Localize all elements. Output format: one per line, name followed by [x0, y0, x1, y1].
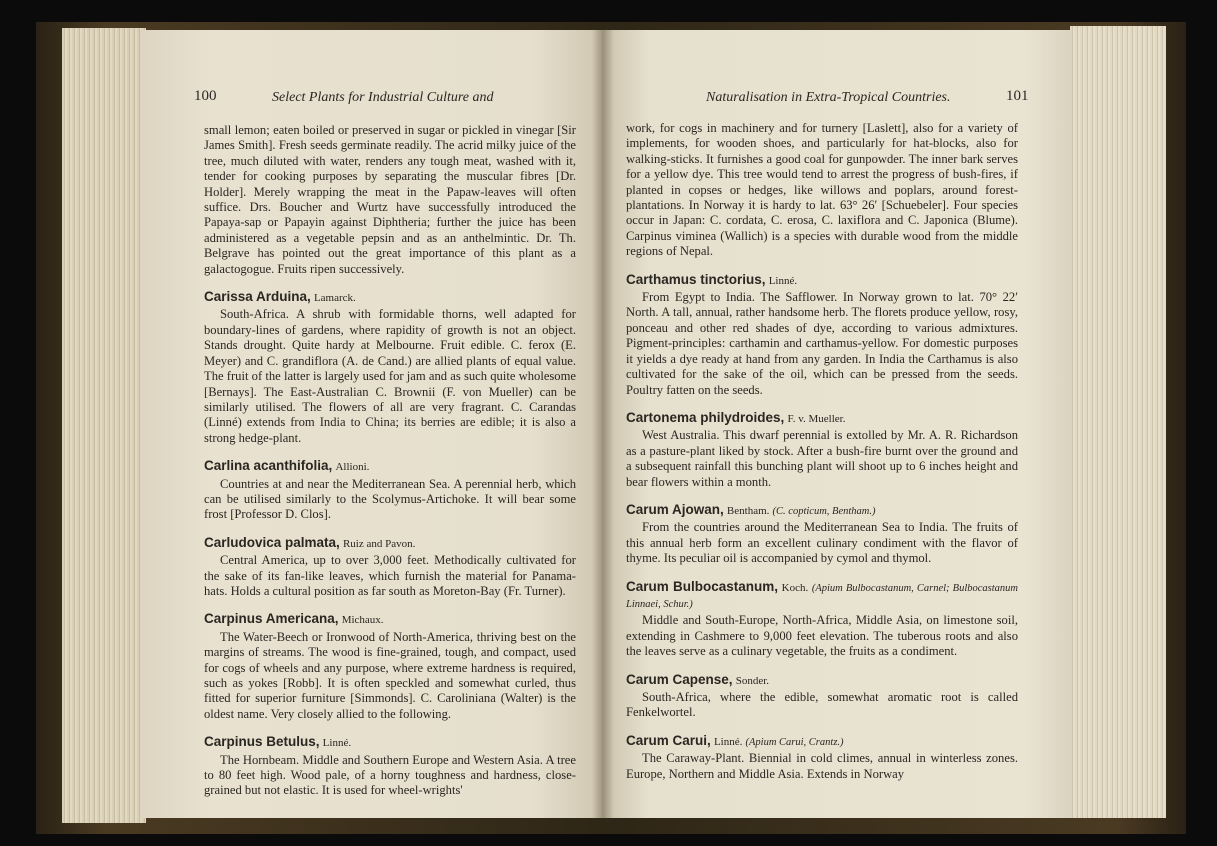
entry-carum-carui — [626, 733, 1018, 782]
entry-text: South-Africa, where the edible, somewhat aromatic root is called Fenkelwortel. — [626, 690, 1018, 720]
entry-carum-ajowan — [626, 502, 1018, 567]
right-page — [602, 30, 1072, 818]
entry-authority: Allioni. — [335, 461, 370, 474]
entry-text: From the countries around the Mediterranean Sea to India. The fruits of this annual herb form an excellent culinary condiment with the flavor of thyme. Its peculiar oil is accompanied by cymol and thymol. — [626, 520, 1018, 566]
entry-carthamus-tinctorius — [626, 272, 1018, 398]
entry-authority: Koch. — [781, 581, 809, 594]
entry-text: The Water-Beech or Ironwood of North-America, thriving best on the margins of streams. The wood is fine-grained, tough, and compact, used for cogs of wheels and any purpose, where extreme hardness is required, such as yokes [Robb]. It is often speckled and somewhat curled, thus fitted for superior furniture [Simmonds]. C. Caroliniana (Walter) is the oldest name. Very closely allied to the following. — [204, 629, 576, 721]
entry-heading: Carpinus Americana, — [204, 611, 339, 627]
entry-authority: Ruiz and Pavon. — [342, 537, 416, 550]
entry-text: South-Africa. A shrub with formidable thorns, well adapted for boundary-lines of gardens, where rapidity of growth is not an object. Stands drought. Quite hardy at Melbourne. Fruit edible. C. ferox (E. Meyer) and C. grandiflora (A. de Cand.) are allied plants of equal value. The fruit of the latter is largely used for jam and as such quite wholesome [Bernays]. The East-Australian C. Brownii (F. von Mueller) can be similarly utilised. The flowers of all are very fragrant. C. Carandas (Linné) extends from India to China; its berries are edible; it is also a strong hedge-plant. — [204, 307, 576, 445]
entry-synonym: (Apium Carui, Crantz.) — [745, 736, 844, 748]
entry-authority: F. v. Mueller. — [787, 412, 846, 425]
entry-carlina-acanthifolia — [204, 458, 576, 523]
entry-authority: Linné. — [768, 274, 798, 287]
entry-authority: Linné. — [713, 735, 743, 748]
left-page — [140, 30, 602, 818]
entry-heading: Carum Carui, — [626, 732, 711, 748]
left-page-number: 100 — [194, 88, 217, 104]
entry-authority: Bentham. — [726, 504, 770, 517]
entry-authority: Michaux. — [341, 614, 384, 627]
entry-heading: Carum Capense, — [626, 671, 733, 687]
right-page-number: 101 — [1006, 88, 1029, 104]
entry-carum-bulbocastanum — [626, 579, 1018, 660]
entry-text: From Egypt to India. The Safflower. In Norway grown to lat. 70° 22′ North. A tall, annual, rather handsome herb. The florets produce yellow, rosy, ponceau and other red shades of dye, according to various admixtures. Pigment-principles: carthamin and carthamus-yellow. For domestic purposes it yields a dye ready at hand from any garden. In India the Carthamus is also cultivated for the sake of the oil, which can be pressed from the seeds. Poultry fatten on the seeds. — [626, 290, 1018, 397]
entry-text: The Hornbeam. Middle and Southern Europe and Western Asia. A tree to 80 feet high. Wood pale, of a horny toughness and hardness, close-grained but not elastic. It is used for wheel-wrights' — [204, 752, 576, 798]
entry-text: Countries at and near the Mediterranean Sea. A perennial herb, which can be utilised similarly to the Scolymus-Artichoke. It will bear some frost [Professor D. Clos]. — [204, 476, 576, 522]
entry-heading: Carlina acanthifolia, — [204, 458, 333, 474]
right-text-body — [626, 120, 1018, 794]
entry-authority: Linné. — [322, 737, 352, 750]
entry-synonym: (C. copticum, Bentham.) — [772, 505, 876, 517]
entry-authority: Sonder. — [735, 674, 770, 687]
entry-synonym: (Apium Bulbocastanum, Carnel; Bulbocastanum Linnaei, Schur.) — [626, 582, 1018, 610]
entry-text: Central America, up to over 3,000 feet. Methodically cultivated for the sake of its fan-like leaves, which furnish the material for Panama-hats. Holds a cultural position as far south as Moreton-Bay (Fr. Turner). — [204, 553, 576, 598]
entry-carpinus-betulus — [204, 734, 576, 799]
book-gutter — [592, 30, 614, 818]
right-page-edges — [1070, 26, 1166, 818]
entry-heading: Carissa Arduina, — [204, 289, 311, 305]
left-running-head: Select Plants for Industrial Culture and — [272, 90, 494, 105]
continuation-paragraph: small lemon; eaten boiled or preserved in sugar or pickled in vinegar [Sir James Smith]. Fresh seeds germinate readily. The acrid milky juice of the tree, much diluted with water, renders any tough meat, washed with it, tender for cooking purposes by separating the muscular fibres [Dr. Holder]. Merely wrapping the meat in the Papaw-leaves will often suffice. Drs. Boucher and Wurtz have successfully introduced the Papaya-sap or Papayin against Diphtheria; further the juice has been administered as a vegetable pepsin and as an anthelmintic. Dr. Th. Belgrave has pointed out the great importance of this plant as a galactogogue. Fruits ripen successively. — [204, 123, 576, 276]
entry-text: The Caraway-Plant. Biennial in cold climes, annual in winterless zones. Europe, Northern and Middle Asia. Extends in Norway — [626, 751, 1018, 781]
entry-heading: Carum Ajowan, — [626, 501, 724, 517]
entry-carissa-arduina — [204, 289, 576, 446]
entry-heading: Cartonema philydroides, — [626, 409, 785, 425]
entry-text: Middle and South-Europe, North-Africa, Middle Asia, on limestone soil, extending in Cashmere to 9,000 feet elevation. The tuberous roots and also the leaves serve as a culinary vegetable, the fruits as a condiment. — [626, 613, 1018, 659]
left-text-body — [204, 122, 576, 811]
entry-text: West Australia. This dwarf perennial is extolled by Mr. A. R. Richardson as a pasture-plant liked by stock. After a bush-fire burnt over the ground and a subsequent rainfall this bunching plant will shoot up to 6 inches height and bear flowers within a month. — [626, 428, 1018, 489]
entry-carum-capense — [626, 672, 1018, 721]
entry-heading: Carthamus tinctorius, — [626, 271, 766, 287]
continuation-paragraph: work, for cogs in machinery and for turnery [Laslett], also for a variety of implements, for wooden shoes, and particularly for hat-blocks, also for walking-sticks. It furnishes a good coal for gunpowder. The inner bark serves for a yellow dye. This tree would tend to arrest the progress of bush-fires, if planted in copses or hedges, like willows and poplars, around forest-plantations. In Norway it is hardy to lat. 63° 26′ [Schuebeler]. Four species occur in Japan: C. cordata, C. erosa, C. laxiflora and C. Japonica (Blume). Carpinus viminea (Wallich) is a species with durable wood from the middle regions of Nepal. — [626, 121, 1018, 259]
entry-carludovica-palmata — [204, 535, 576, 600]
entry-heading: Carludovica palmata, — [204, 534, 340, 550]
right-running-head: Naturalisation in Extra-Tropical Countries. — [706, 90, 951, 105]
entry-carpinus-americana — [204, 611, 576, 722]
left-page-edges — [62, 28, 146, 823]
entry-authority: Lamarck. — [313, 292, 356, 305]
entry-cartonema-philydroides — [626, 410, 1018, 490]
entry-heading: Carum Bulbocastanum, — [626, 578, 778, 594]
entry-heading: Carpinus Betulus, — [204, 734, 320, 750]
